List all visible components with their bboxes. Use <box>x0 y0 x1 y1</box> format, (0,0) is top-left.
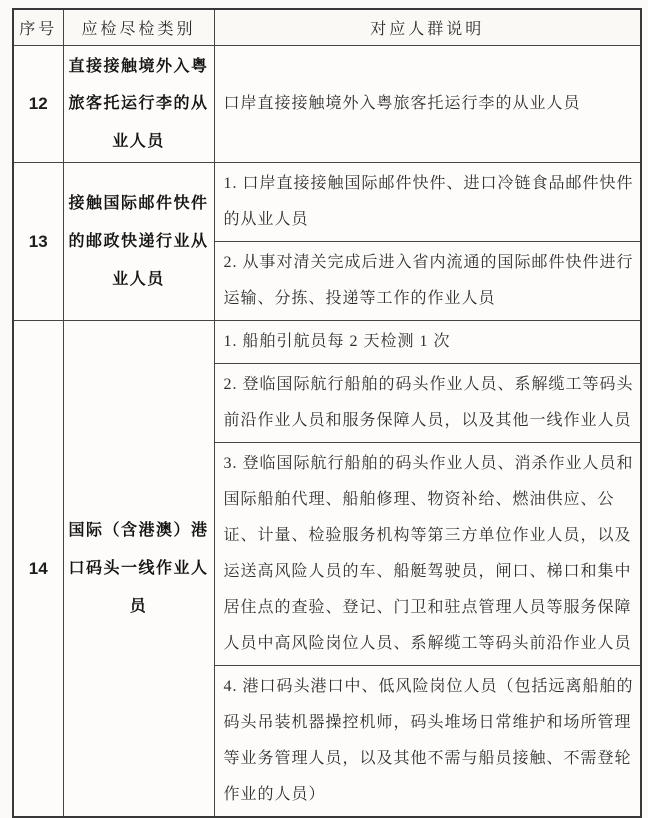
row13-item-1: 1. 口岸直接接触国际邮件快件、进口冷链食品邮件快件的从业人员 <box>214 163 641 242</box>
header-serial-number: 序号 <box>13 9 63 45</box>
table-row <box>13 321 641 364</box>
header-population-description: 对应人群说明 <box>214 9 641 45</box>
row14-item-3: 3. 登临国际航行船舶的码头作业人员、消杀作业人员和国际船舶代理、船舶修理、物资补给、燃油供应、公证、计量、检验服务机构等第三方单位作业人员，以及运送高风险人员的车、船艇驾驶员，闸口、梯口和集中居住点的查验、登记、门卫和驻点管理人员等服务保障人员中高风险岗位人员、系解缆工等码头前沿作业人员 <box>214 443 641 666</box>
row14-number: 14 <box>13 321 63 818</box>
header-category: 应检尽检类别 <box>63 9 214 45</box>
row12-category: 直接接触境外入粤旅客托运行李的从业人员 <box>63 45 214 163</box>
row13-category: 接触国际邮件快件的邮政快递行业从业人员 <box>63 163 214 321</box>
row13-item-2: 2. 从事对清关完成后进入省内流通的国际邮件快件进行运输、分拣、投递等工作的作业人员 <box>214 242 641 321</box>
row14-item-2: 2. 登临国际航行船舶的码头作业人员、系解缆工等码头前沿作业人员和服务保障人员，以及其他一线作业人员 <box>214 364 641 443</box>
table-row <box>13 45 641 163</box>
table-row <box>13 163 641 242</box>
row14-category: 国际（含港澳）港口码头一线作业人员 <box>63 321 214 818</box>
row14-item-4: 4. 港口码头港口中、低风险岗位人员（包括远离船舶的码头吊装机器操控机师，码头堆场日常维护和场所管理等业务管理人员，以及其他不需与船员接触、不需登轮作业的人员） <box>214 666 641 818</box>
table-header-row <box>13 9 641 45</box>
row12-number: 12 <box>13 45 63 163</box>
inspection-category-table <box>12 8 642 818</box>
row14-item-1: 1. 船舶引航员每 2 天检测 1 次 <box>214 321 641 364</box>
row13-number: 13 <box>13 163 63 321</box>
row12-item-1: 口岸直接接触境外入粤旅客托运行李的从业人员 <box>214 45 641 163</box>
